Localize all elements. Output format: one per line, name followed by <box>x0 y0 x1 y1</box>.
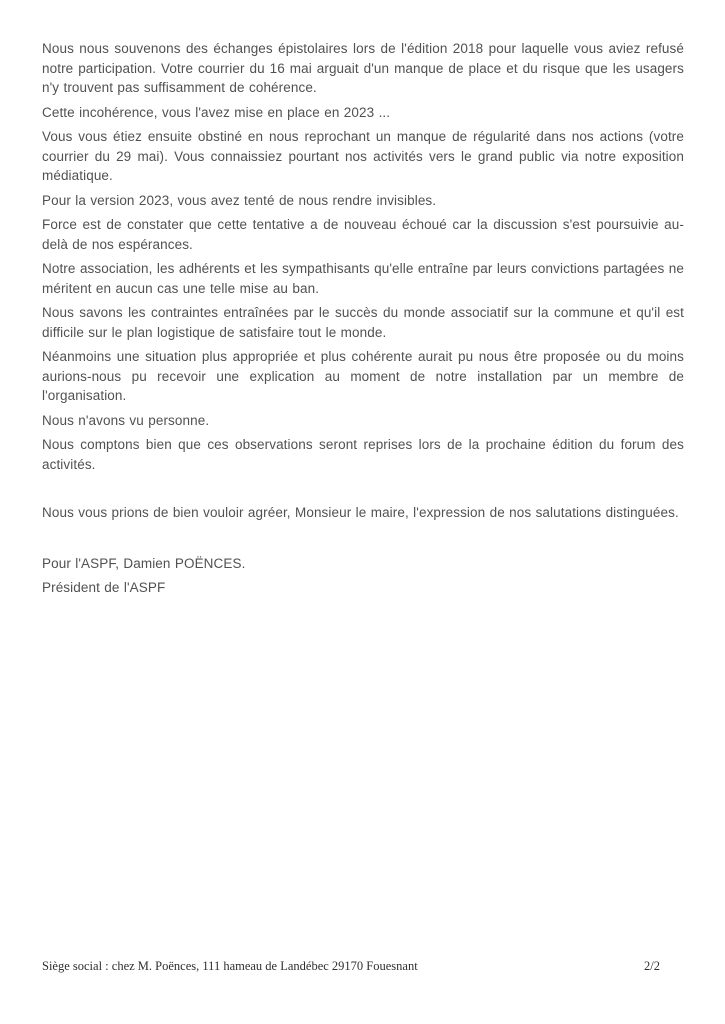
page-number: 2/2 <box>644 959 660 973</box>
paragraph: Nous comptons bien que ces observations seront reprises lors de la prochaine édition du forum des activités. <box>42 437 684 472</box>
paragraph: Force est de constater que cette tentative a de nouveau échoué car la discussion s'est poursuivie au-delà de nos espérances. <box>42 217 684 252</box>
paragraph: Nous n'avons vu personne. <box>42 412 210 428</box>
paragraph: Nous nous souvenons des échanges épistolaires lors de l'édition 2018 pour laquelle vous aviez refusé notre participation. Votre courrier du 16 mai arguait d'un manque de place et du risque que les usagers n'y trouvent pas suffisamment de cohérence. <box>42 41 684 95</box>
paragraph: Nous savons les contraintes entraînées par le succès du monde associatif sur la commune et qu'il est difficile sur le plan logistique de satisfaire tout le monde. <box>42 305 684 340</box>
paragraph: Notre association, les adhérents et les sympathisants qu'elle entraîne par leurs convictions partagées ne méritent en aucun cas une telle mise au ban. <box>42 261 684 296</box>
closing-formula: Nous vous prions de bien vouloir agréer, Monsieur le maire, l'expression de nos salutations distinguées. <box>42 505 679 520</box>
blank-line-spacer <box>42 479 684 503</box>
signature-line-name: Pour l'ASPF, Damien POËNCES. <box>42 555 246 571</box>
blank-line-spacer <box>42 528 684 554</box>
letter-body <box>42 39 684 603</box>
paragraph: Néanmoins une situation plus appropriée et plus cohérente aurait pu nous être proposée ou du moins aurions-nous pu recevoir une explication au moment de notre installation par un membre de l'organisation. <box>42 349 684 403</box>
paragraph: Cette incohérence, vous l'avez mise en place en 2023 ... <box>42 104 391 120</box>
footer-address: Siège social : chez M. Poënces, 111 hameau de Landébec 29170 Fouesnant <box>42 959 418 973</box>
page-footer <box>42 959 725 979</box>
paragraph: Pour la version 2023, vous avez tenté de nous rendre invisibles. <box>42 192 437 208</box>
signature-line-title: Président de l'ASPF <box>42 580 166 595</box>
paragraph: Vous vous étiez ensuite obstiné en nous reprochant un manque de régularité dans nos actions (votre courrier du 29 mai). Vous connaissiez pourtant nos activités vers le grand public via notre exposition médiatique. <box>42 129 684 183</box>
